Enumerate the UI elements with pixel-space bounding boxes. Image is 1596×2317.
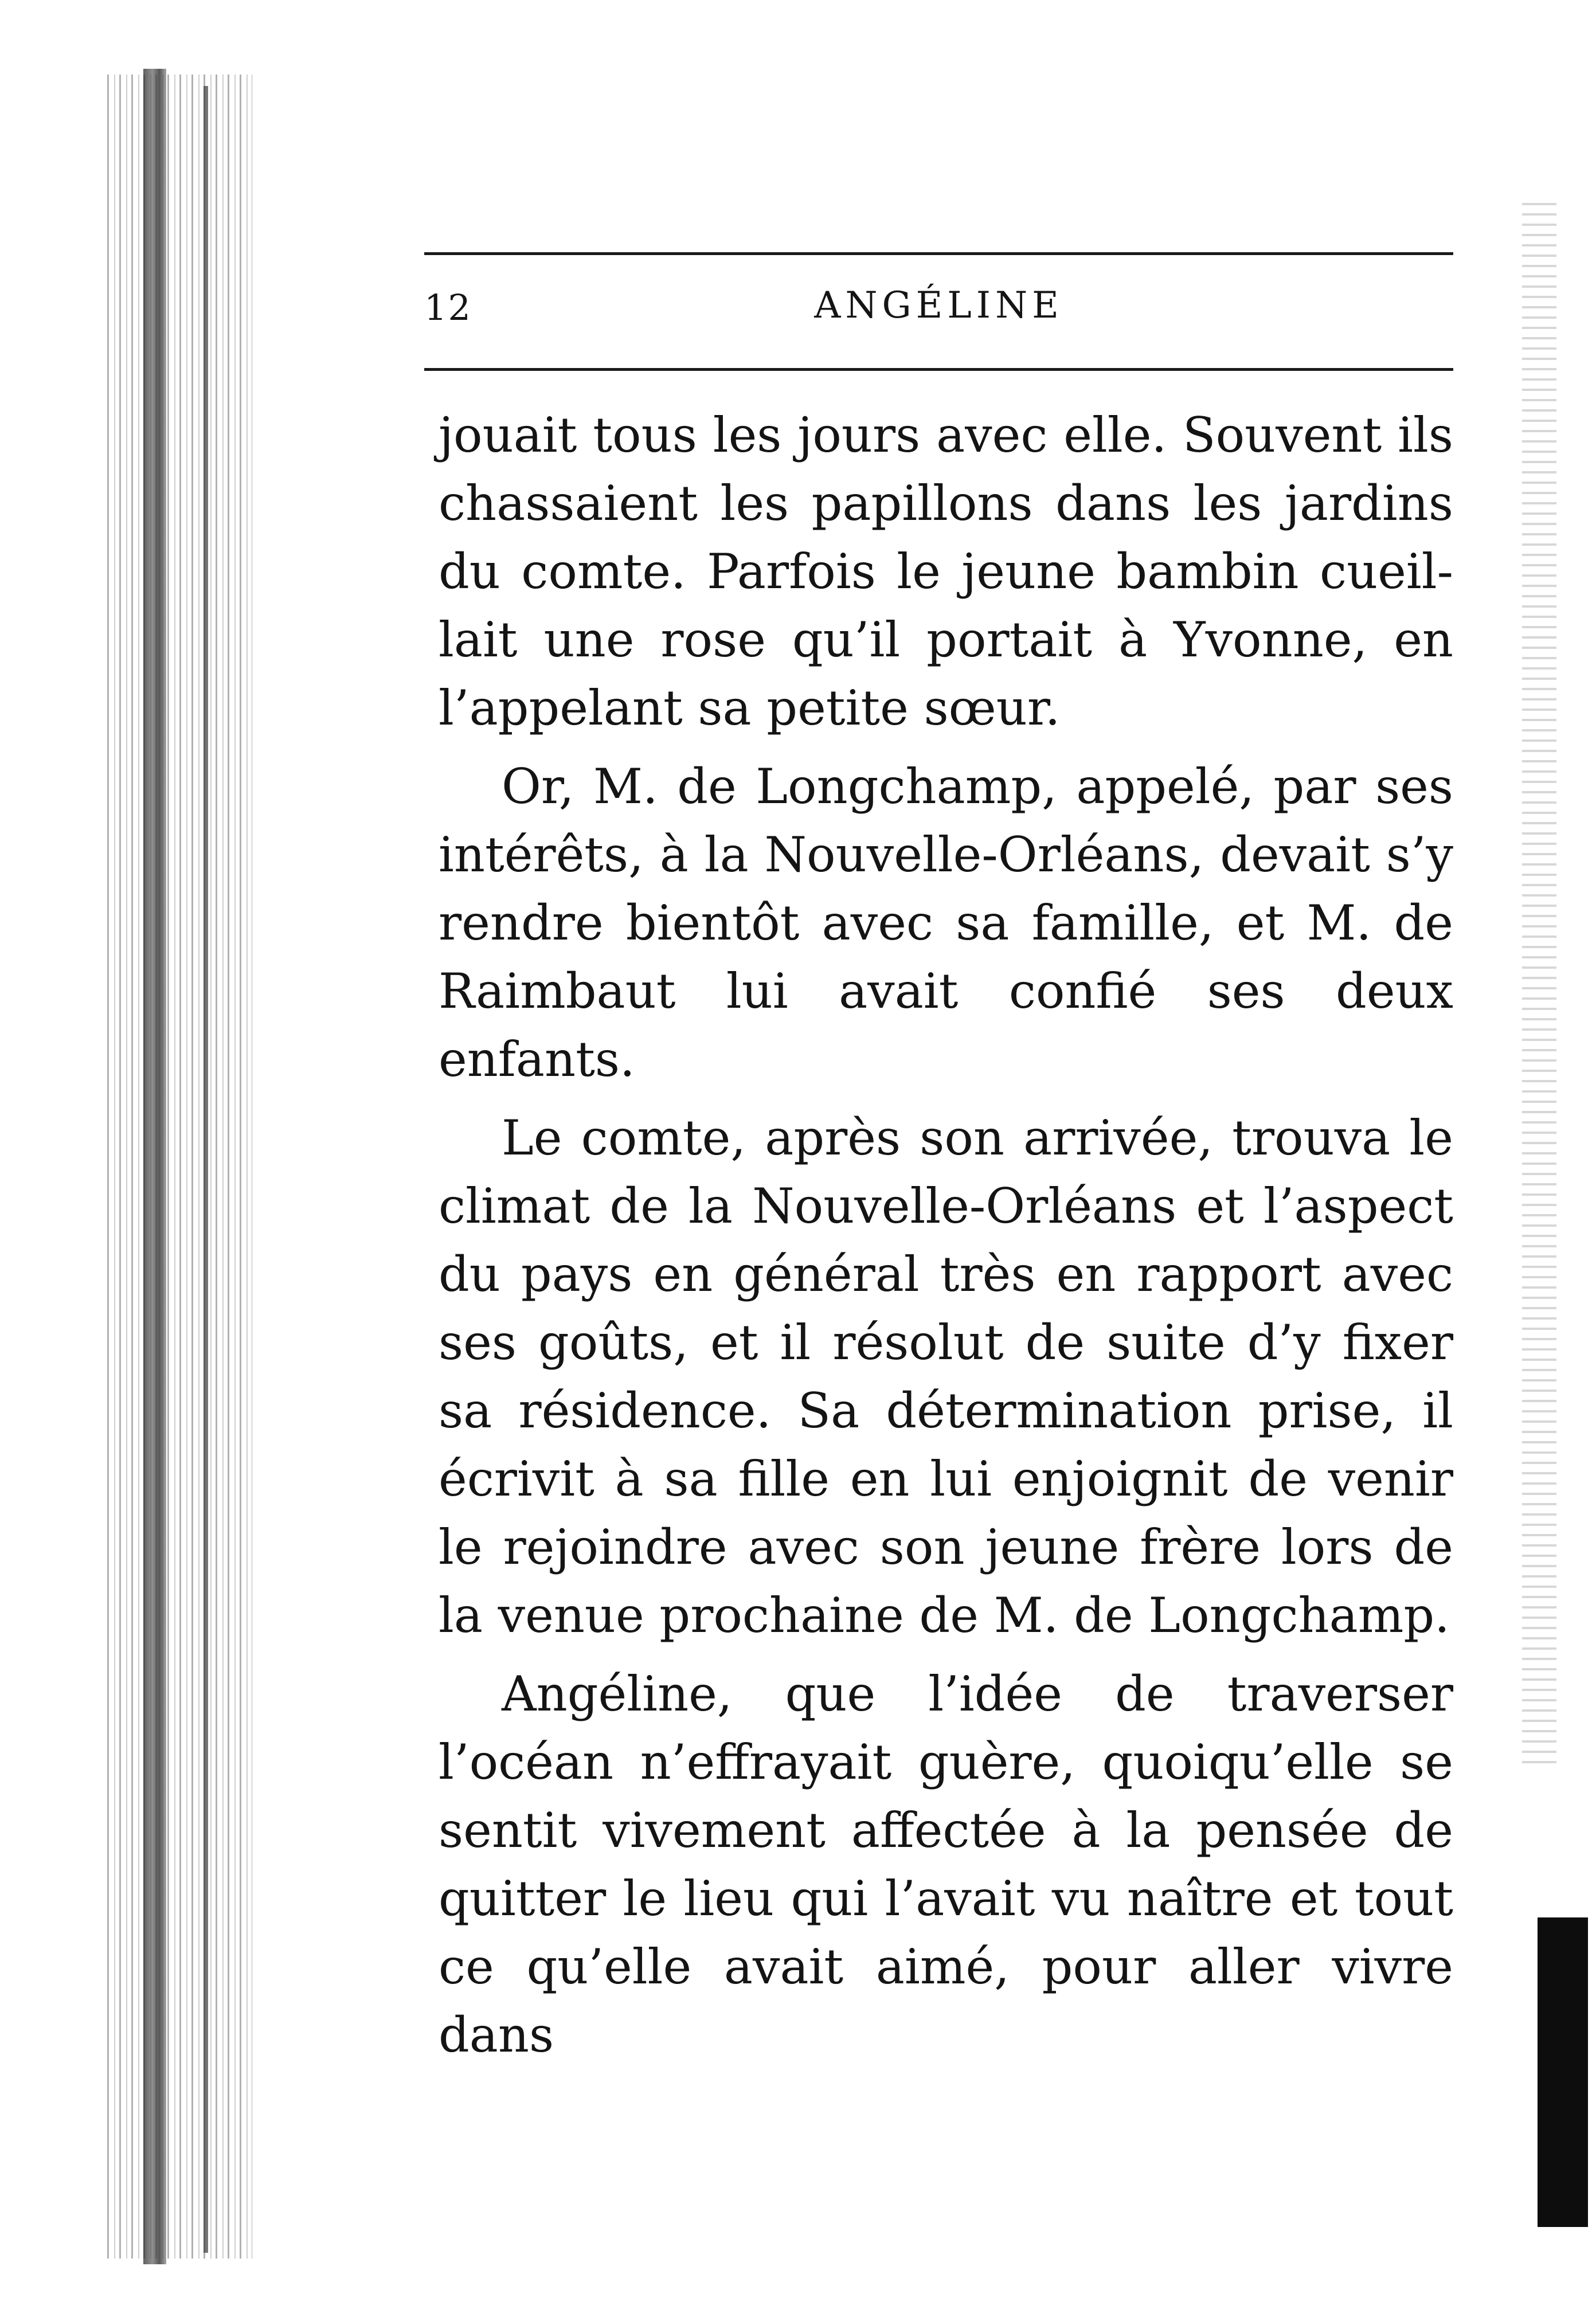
paragraph-4: Angéline, que l’idée de traverser l’océan n’effrayait guère, quoiqu’elle se sentit vivement affectée à la pensée de quitter le lieu qui l’avait vu naître et tout ce qu’elle avait aimé, pour aller vivre dans [439,1666,1453,2063]
binding-scan-noise [103,75,252,2259]
paragraph-2: Or, M. de Longchamp, appelé, par ses intérêts, à la Nouvelle-Orléans, devait s’y rendre bientôt avec sa famille, et M. de Raimbaut lui avait confié ses deux enfants. [439,758,1453,1087]
header-rule-bottom [424,368,1453,371]
running-head: ANGÉLINE [814,284,1063,327]
page-number: 12 [424,287,472,328]
paragraph-3: Le comte, après son arrivée, trouva le climat de la Nouvelle-Orléans et l’aspect du pays en général très en rapport avec ses goûts, et il résolut de suite d’y fixer sa résidence. Sa détermination prise, il écrivit à sa fille en lui enjoignit de venir le rejoindre avec son jeune frère lors de la venue prochaine de M. de Longchamp. [439,1110,1453,1643]
page-header [424,274,1453,337]
right-scan-noise [1522,195,1556,1766]
binding-line [204,86,208,2253]
right-edge-dark-block [1538,1917,1588,2227]
binding-shadow [143,69,166,2264]
body-text [439,401,1453,2069]
header-rule-top [424,252,1453,255]
paragraph-1: jouait tous les jours avec elle. Souvent ils chassaient les papillons dans les jardins du comte. Parfois le jeune bambin cueil-lait une rose qu’il portait à Yvonne, en l’appelant sa petite sœur. [439,407,1453,736]
